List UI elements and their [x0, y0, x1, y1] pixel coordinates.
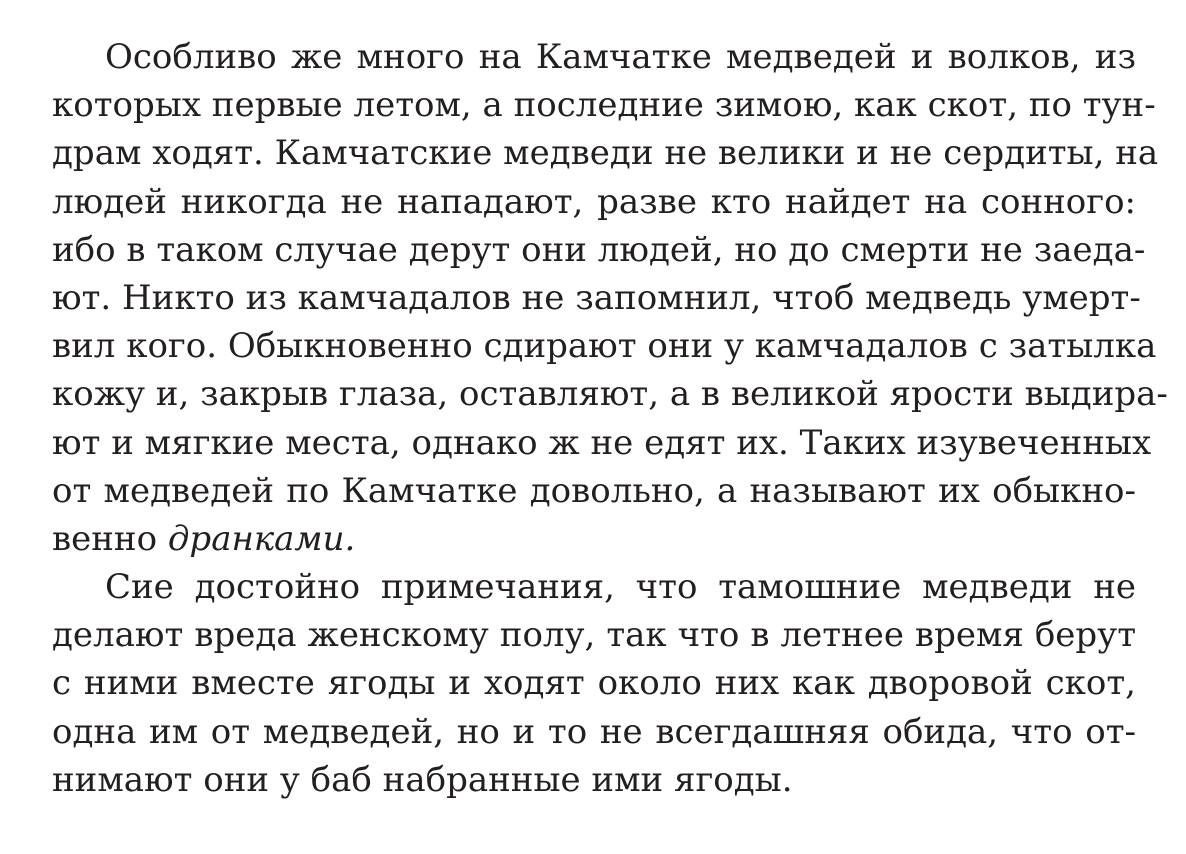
text-line-final: [52, 515, 1136, 563]
document-page: [52, 33, 1168, 804]
text-line: драм ходят. Камчатские медведи не велики и не сердиты, на: [52, 133, 1159, 174]
italic-term: дранками.: [167, 518, 356, 559]
text-line-final: нимают они у баб набранные ими ягоды.: [52, 759, 793, 800]
text-line: Сие достойно примечания, что тамошние медведи не: [105, 567, 1136, 608]
text-line: вил кого. Обыкновенно сдирают они у камчадалов с затылка: [52, 326, 1157, 367]
text-line: кожу и, закрыв глаза, оставляют, а в великой ярости выдира-: [52, 374, 1168, 415]
text-line: которых первые летом, а последние зимою, как скот, по тун-: [52, 85, 1156, 126]
text-fragment: венно: [52, 518, 168, 559]
paragraph-1: [52, 33, 1168, 563]
paragraph-2: [52, 563, 1136, 804]
text-line: ют и мягкие места, однако ж не едят их. Таких изувеченных: [52, 422, 1152, 463]
text-line: делают вреда женскому полу, так что в летнее время берут: [52, 615, 1136, 656]
text-line: Особливо же много на Камчатке медведей и волков, из: [105, 37, 1136, 77]
text-line: с ними вместе ягоды и ходят около них как дворовой скот,: [52, 663, 1136, 704]
text-line: ют. Никто из камчадалов не запомнил, чтоб медведь умерт-: [52, 277, 1141, 318]
text-line: ибо в таком случае дерут они людей, но до смерти не заеда-: [52, 229, 1146, 270]
text-line: одна им от медведей, но и то не всегдашняя обида, что от-: [52, 711, 1136, 752]
text-line: людей никогда не нападают, разве кто найдет на сонного:: [52, 181, 1136, 222]
text-line: от медведей по Камчатке довольно, а называют их обыкно-: [52, 470, 1136, 511]
